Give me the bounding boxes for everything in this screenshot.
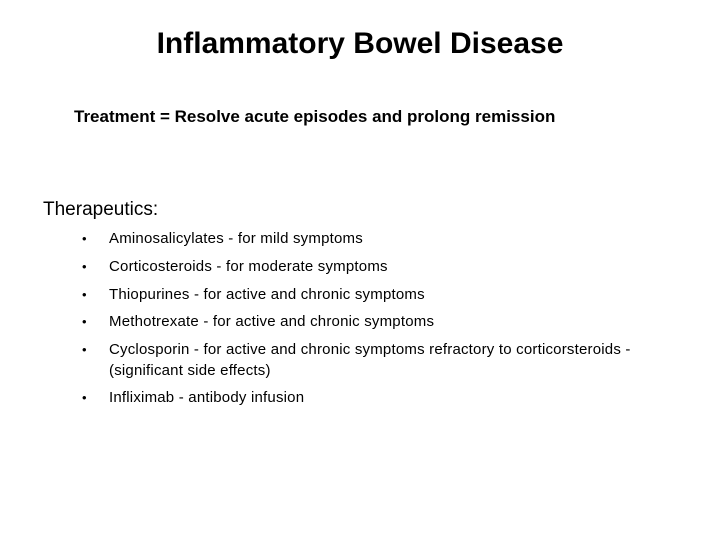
treatment-subtitle: Treatment = Resolve acute episodes and prolong remission (74, 107, 556, 126)
slide-title: Inflammatory Bowel Disease (156, 27, 564, 60)
bullet-icon: • (82, 390, 87, 405)
list-item-text: Corticosteroids - for moderate symptoms (109, 258, 388, 275)
therapeutics-heading: Therapeutics: (43, 199, 159, 220)
bullet-icon: • (82, 314, 87, 329)
list-item-text: Methotrexate - for active and chronic symptoms (109, 313, 435, 330)
list-item-text: Thiopurines - for active and chronic symptoms (109, 286, 425, 303)
bullet-icon: • (82, 231, 87, 246)
list-item-text: Infliximab - antibody infusion (109, 389, 305, 406)
list-item-text: Aminosalicylates - for mild symptoms (109, 230, 363, 247)
bullet-icon: • (82, 342, 87, 357)
bullet-icon: • (82, 259, 87, 274)
bullet-icon: • (82, 287, 87, 302)
list-item-text: Cyclosporin - for active and chronic symptoms refractory to corticorsteroids - (significant side effects) (109, 341, 631, 379)
